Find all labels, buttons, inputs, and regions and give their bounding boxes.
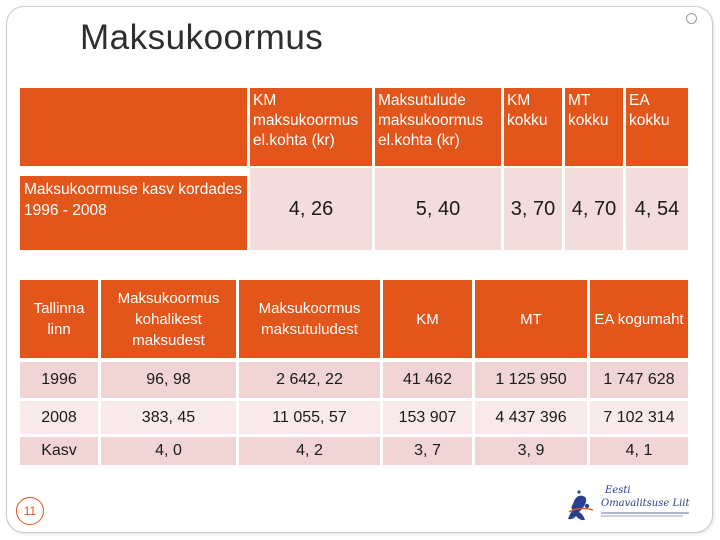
header-tax-revenue-per-capita: Maksutulude maksukoormus el.kohta (kr) [375, 88, 501, 166]
table-cell: 2 642, 22 [239, 362, 380, 398]
eesti-omavalitsuse-liit-logo [565, 482, 693, 522]
page-number: 11 [16, 497, 44, 525]
header-km-per-capita: KM maksukoormus el.kohta (kr) [250, 88, 372, 166]
header-ea-total: EA kokku [626, 88, 688, 166]
table-cell: 3, 7 [383, 437, 472, 465]
header-local-taxes: Maksukoormus kohalikest maksudest [101, 280, 236, 358]
table-cell: 1 125 950 [475, 362, 587, 398]
value-tax-revenue-per-capita: 5, 40 [375, 168, 501, 250]
value-mt-total: 4, 70 [565, 168, 623, 250]
value-km-per-capita: 4, 26 [250, 168, 372, 250]
table-row-label: 2008 [20, 401, 98, 434]
table-cell: 4, 2 [239, 437, 380, 465]
header-tax-revenue: Maksukoormus maksutuludest [239, 280, 380, 358]
row-label-growth: Maksukoormuse kasv kordades 1996 - 2008 [20, 176, 247, 250]
table-cell: 153 907 [383, 401, 472, 434]
table-cell: 41 462 [383, 362, 472, 398]
header-km-total: KM kokku [504, 88, 562, 166]
table-row-label: 1996 [20, 362, 98, 398]
table-cell: 7 102 314 [590, 401, 688, 434]
svg-text:Eesti: Eesti [605, 485, 631, 496]
corner-circle-icon [686, 13, 697, 24]
svg-text:Omavalitsuse Liit: Omavalitsuse Liit [601, 498, 690, 509]
header-mt: MT [475, 280, 587, 358]
header-ea: EA kogumaht [590, 280, 688, 358]
empty-header-cell [20, 88, 247, 166]
header-mt-total: MT kokku [565, 88, 623, 166]
table-row-label: Kasv [20, 437, 98, 465]
header-km: KM [383, 280, 472, 358]
header-city: Tallinna linn [20, 280, 98, 358]
table-cell: 4, 1 [590, 437, 688, 465]
slide-title: Maksukoormus [80, 18, 324, 57]
table-cell: 4, 0 [101, 437, 236, 465]
table-cell: 3, 9 [475, 437, 587, 465]
table-cell: 11 055, 57 [239, 401, 380, 434]
value-km-total: 3, 70 [504, 168, 562, 250]
table-cell: 1 747 628 [590, 362, 688, 398]
table-cell: 4 437 396 [475, 401, 587, 434]
value-ea-total: 4, 54 [626, 168, 688, 250]
table-cell: 96, 98 [101, 362, 236, 398]
table-cell: 383, 45 [101, 401, 236, 434]
